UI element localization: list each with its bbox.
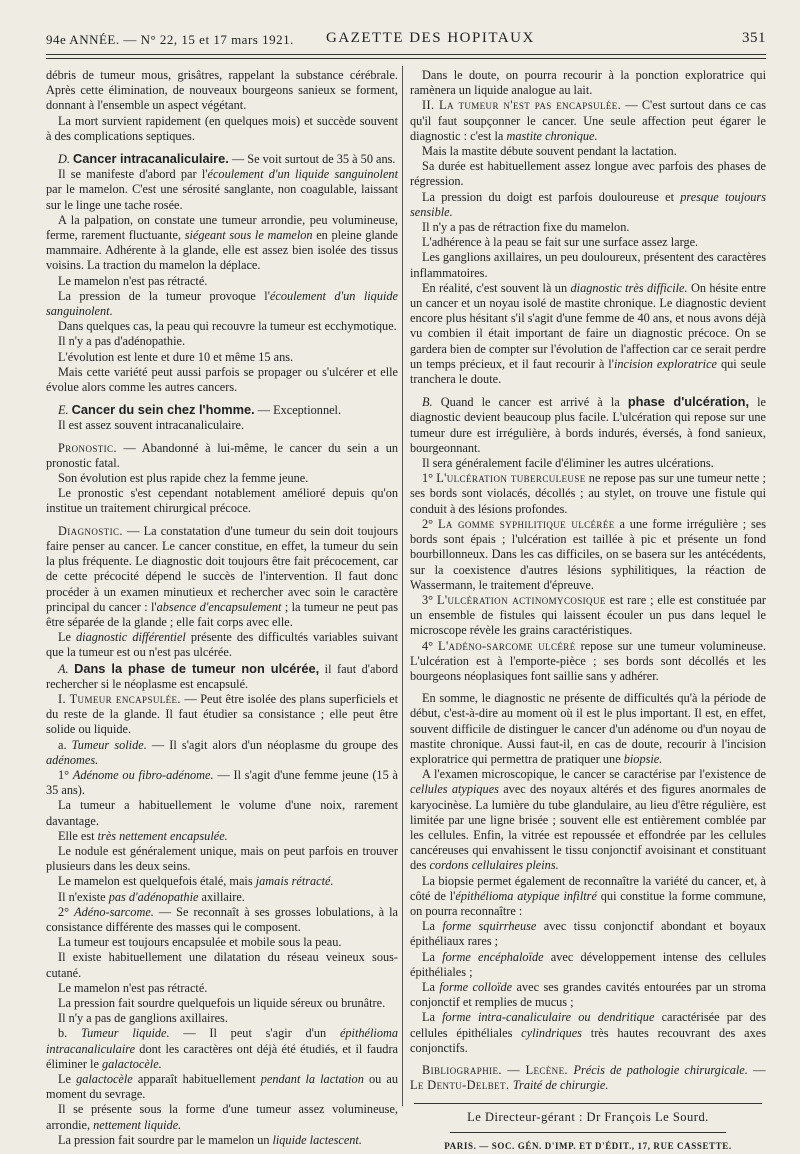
paragraph: 2° Adéno-sarcome. — Se reconnaît à ses grosses lobulations, à la consistance différente des masses qui le composent.	[46, 904, 399, 934]
paragraph: Mais cette variété peut aussi parfois se propager ou s'ulcérer et elle évolue alors comme les autres cancers.	[46, 364, 398, 395]
paragraph: Dans quelques cas, la peau qui recouvre la tumeur est ecchymotique.	[58, 319, 397, 334]
paragraph: Le pronostic s'est cependant notablement amélioré depuis qu'on institue un traitement chirurgical précoce.	[46, 486, 398, 516]
paragraph: Sa durée est habituellement assez longue avec parfois des phases de régression.	[410, 159, 766, 189]
paragraph: La forme encéphaloïde avec développement intense des cellules épithéliales ;	[410, 949, 766, 979]
paragraph: Le galactocèle apparaît habituellement pendant la lactation ou au moment du sevrage.	[46, 1072, 398, 1102]
paragraph: La forme colloïde avec ses grandes cavités entourées par un stroma conjonctif et remplies de mucus ;	[410, 979, 766, 1010]
paragraph: 1° L'ulcération tuberculeuse ne repose pas sur une tumeur nette ; ses bords sont violacés, décollés ; au stylet, on trouve une fistule qui conduit à des lésions profondes.	[410, 471, 766, 516]
paragraph: Les ganglions axillaires, un peu douloureux, présentent des caractères inflammatoires.	[410, 250, 766, 280]
paragraph: En somme, le diagnostic ne présente de difficultés qu'à la période de début, c'est-à-dire au moment où il est le plus important. Il est, en effet, souvent difficile de distinguer le cancer d'un adénome ou d'un noyau de mastite chronique. Aussi faut-il, en cas de doute, recourir à l'incision exploratrice qui permettra de pratiquer une biopsie.	[410, 691, 766, 766]
paragraph: I. Tumeur encapsulée. — Peut être isolée des plans superficiels et du reste de la glande. Il faut étudier sa consistance ; elle peut être solide ou liquide.	[46, 691, 398, 737]
paragraph: Le diagnostic différentiel présente des difficultés variables suivant que la tumeur est ou n'est pas ulcérée.	[46, 630, 398, 660]
paragraph: 2° La gomme syphilitique ulcérée a une forme irrégulière ; ses bords sont épais ; l'ulcération est taillée à pic et présente un fond bourbillonneux. Dans les cas difficiles, on se basera sur les antécédents, sur la coexistence d'autres lésions syphilitiques, la réaction de Wassermann, le traitement d'épreuve.	[410, 516, 767, 592]
paragraph: Il n'y a pas de ganglions axillaires.	[58, 1011, 228, 1026]
paragraph: Il se manifeste d'abord par l'écoulement d'un liquide sanguinolent par le mamelon. C'est une sérosité sanglante, non coagulable, laissant sur le linge une tache rosée.	[46, 167, 398, 212]
paragraph: La biopsie permet également de reconnaître la variété du cancer, et, à côté de l'épithélioma atypique infiltré qui constitue la forme commune, on pourra reconnaître :	[410, 873, 766, 918]
section-diagnostic: Diagnostic. — La constatation d'une tumeur du sein doit toujours faire penser au cancer. Le cancer constitue, en effet, la tumeur du sein la plus fréquente. Le diagnostic doit toujours être fait précocement, car de cette précocité dépend le succès de l'intervention. Il faut donc procéder à un examen minutieux et rechercher avec soin le caractère principal du cancer : l'absence d'encapsulement ; la tumeur ne peut pas être séparée de la glande ; elle fait corps avec elle.	[46, 523, 398, 629]
paragraph: Le mamelon n'est pas rétracté.	[58, 980, 208, 995]
imprint-rule	[450, 1132, 726, 1133]
paragraph: Mais la mastite débute souvent pendant la lactation.	[422, 144, 677, 159]
paragraph: Il sera généralement facile d'éliminer les autres ulcérations.	[422, 456, 714, 471]
paragraph: b. Tumeur liquide. — Il peut s'agir d'un épithélioma intracanaliculaire dont les caractères ont déjà été étudiés, et il faudra éliminer le galactocèle.	[46, 1026, 398, 1071]
bibliography: Bibliographie. — Lecène. Précis de pathologie chirurgicale. — Le Dentu-Delbet. Traité de chirurgie.	[410, 1063, 766, 1093]
journal-title: GAZETTE DES HOPITAUX	[326, 30, 535, 46]
header-rule-double	[46, 58, 766, 59]
paragraph: débris de tumeur mous, grisâtres, rappelant la substance cérébrale. Après cette élimination, de nouveaux bourgeons sanieux se forment, donnant à l'ensemble un aspect végétant.	[46, 68, 398, 113]
issue-info: 94e ANNÉE. — N° 22, 15 et 17 mars 1921.	[46, 32, 294, 47]
paragraph: A l'examen microscopique, le cancer se caractérise par l'existence de cellules atypiques avec des noyaux altérés et des figures anormales de karyocinèse. La lumière du tube glandulaire, au lieu d'être régulière, est limitée par une ligne brisée ; souvent elle est entièrement comblée par les cellules. Enfin, la vitrée est repoussée et effondrée par les cellules cancéreuses qui envahissent le tissu conjonctif avoisinant et constituant des cordons cellulaires pleins.	[410, 767, 767, 873]
paragraph: La forme squirrheuse avec tissu conjonctif abondant et boyaux épithéliaux rares ;	[410, 919, 767, 949]
paragraph: Le mamelon n'est pas rétracté.	[58, 273, 208, 288]
paragraph: 3° L'ulcération actinomycosique est rare ; elle est constituée par un ensemble de fistules qui laissent écouler un pus dans lequel le microscope révèle les grains caractéristiques.	[410, 592, 767, 638]
paragraph: 4° L'adéno-sarcome ulcéré repose sur une tumeur volumineuse. L'ulcération est à l'emporte-pièce ; ses bords sont décollés et les bourgeons néoplasiques font saillie sans y adhérer.	[410, 638, 767, 683]
paragraph: Son évolution est plus rapide chez la femme jeune.	[58, 471, 309, 486]
paragraph: II. La tumeur n'est pas encapsulée. — C'est surtout dans ce cas qu'il faut soupçonner le cancer. Une seule affection peut égarer le diagnostic : c'est la mastite chronique.	[410, 98, 766, 143]
paragraph: Dans le doute, on pourra recourir à la ponction exploratrice qui ramènera un liquide analogue au lait.	[410, 68, 766, 98]
paragraph: Il existe habituellement une dilatation du réseau veineux sous-cutané.	[46, 950, 398, 980]
paragraph: La pression de la tumeur provoque l'écoulement d'un liquide sanguinolent.	[46, 288, 398, 319]
paragraph: La pression fait sourdre quelquefois un liquide séreux ou brunâtre.	[58, 995, 386, 1010]
newspaper-page	[34, 20, 782, 1151]
page-number: 351	[742, 30, 766, 46]
section-b: B. Quand le cancer est arrivé à la phase d'ulcération, le diagnostic devient beaucoup plus facile. L'ulcération qui repose sur une tumeur dure est irrégulière, à bords indurés, éversés, à fond sanieux, bourgeonnant.	[410, 394, 766, 455]
paragraph: La forme intra-canaliculaire ou dendritique caractérisée par des cellules épithéliales cylindriques très hautes recouvrant des axes conjonctifs.	[410, 1010, 766, 1055]
paragraph: Il n'y a pas de rétraction fixe du mamelon.	[422, 220, 630, 235]
paragraph: Le nodule est généralement unique, mais on peut parfois en trouver plusieurs dans les deux seins.	[46, 843, 398, 874]
paragraph: En réalité, c'est souvent là un diagnostic très difficile. On hésite entre un cancer et un noyau isolé de mastite chronique. Le diagnostic devient encore plus hésitant s'il s'agit d'une femme de 40 ans, et nous avons déjà vu combien il était important de faire un diagnostic précoce. On se gardera bien de compter sur l'évolution de l'affection car ce serait perdre un temps précieux, et il faut recourir à l'incision exploratrice qui seule tranchera le doute.	[410, 280, 767, 387]
paragraph: La pression fait sourdre par le mamelon un liquide lactescent.	[58, 1132, 362, 1147]
right-column	[410, 68, 766, 1154]
column-divider	[402, 66, 403, 1106]
paragraph: A la palpation, on constate une tumeur arrondie, peu volumineuse, ferme, rarement fluctuante, siégeant sous le mamelon en pleine glande mammaire. Adhérente à la glande, elle est assez bien isolée des tissus voisins. La traction du mamelon la déplace.	[46, 212, 398, 273]
paragraph: Il se présente sous la forme d'une tumeur assez volumineuse, arrondie, nettement liquide.	[46, 1102, 398, 1132]
section-a: A. Dans la phase de tumeur non ulcérée, il faut d'abord rechercher si le néoplasme est encapsulé.	[46, 660, 398, 691]
footer-rule	[414, 1103, 762, 1104]
paragraph: 1° Adénome ou fibro-adénome. — Il s'agit d'une femme jeune (15 à 35 ans).	[46, 767, 398, 798]
header-rule	[46, 54, 766, 55]
paragraph: a. Tumeur solide. — Il s'agit alors d'un néoplasme du groupe des adénomes.	[46, 737, 398, 767]
director-signature: Le Directeur-gérant : Dr François Le Sourd.	[467, 1110, 709, 1125]
paragraph: La tumeur a habituellement le volume d'une noix, rarement davantage.	[46, 798, 398, 828]
running-header	[46, 28, 782, 52]
section-d: D. Cancer intracanaliculaire. — Se voit surtout de 35 à 50 ans.	[58, 151, 396, 167]
paragraph: Elle est très nettement encapsulée.	[58, 828, 228, 843]
paragraph: Le mamelon est quelquefois étalé, mais jamais rétracté.	[58, 874, 334, 889]
section-e: E. Cancer du sein chez l'homme. — Exceptionnel.	[58, 402, 342, 418]
paragraph: Il est assez souvent intracanaliculaire.	[58, 418, 245, 433]
section-pronostic: Pronostic. — Abandonné à lui-même, le cancer du sein a un pronostic fatal.	[46, 440, 398, 470]
left-column	[46, 68, 398, 1148]
paragraph: L'évolution est lente et dure 10 et même 15 ans.	[58, 349, 294, 364]
paragraph: La mort survient rapidement (en quelques mois) et succède souvent à des complications septiques.	[46, 113, 398, 143]
paragraph: Il n'existe pas d'adénopathie axillaire.	[58, 889, 245, 904]
paragraph: Il n'y a pas d'adénopathie.	[58, 334, 186, 349]
paragraph: La pression du doigt est parfois douloureuse et presque toujours sensible.	[410, 189, 766, 219]
printer-imprint: PARIS. — SOC. GÉN. D'IMP. ET D'ÉDIT., 17, RUE CASSETTE.	[444, 1140, 732, 1151]
paragraph: L'adhérence à la peau se fait sur une surface assez large.	[422, 235, 699, 250]
paragraph: La tumeur est toujours encapsulée et mobile sous la peau.	[58, 935, 342, 950]
